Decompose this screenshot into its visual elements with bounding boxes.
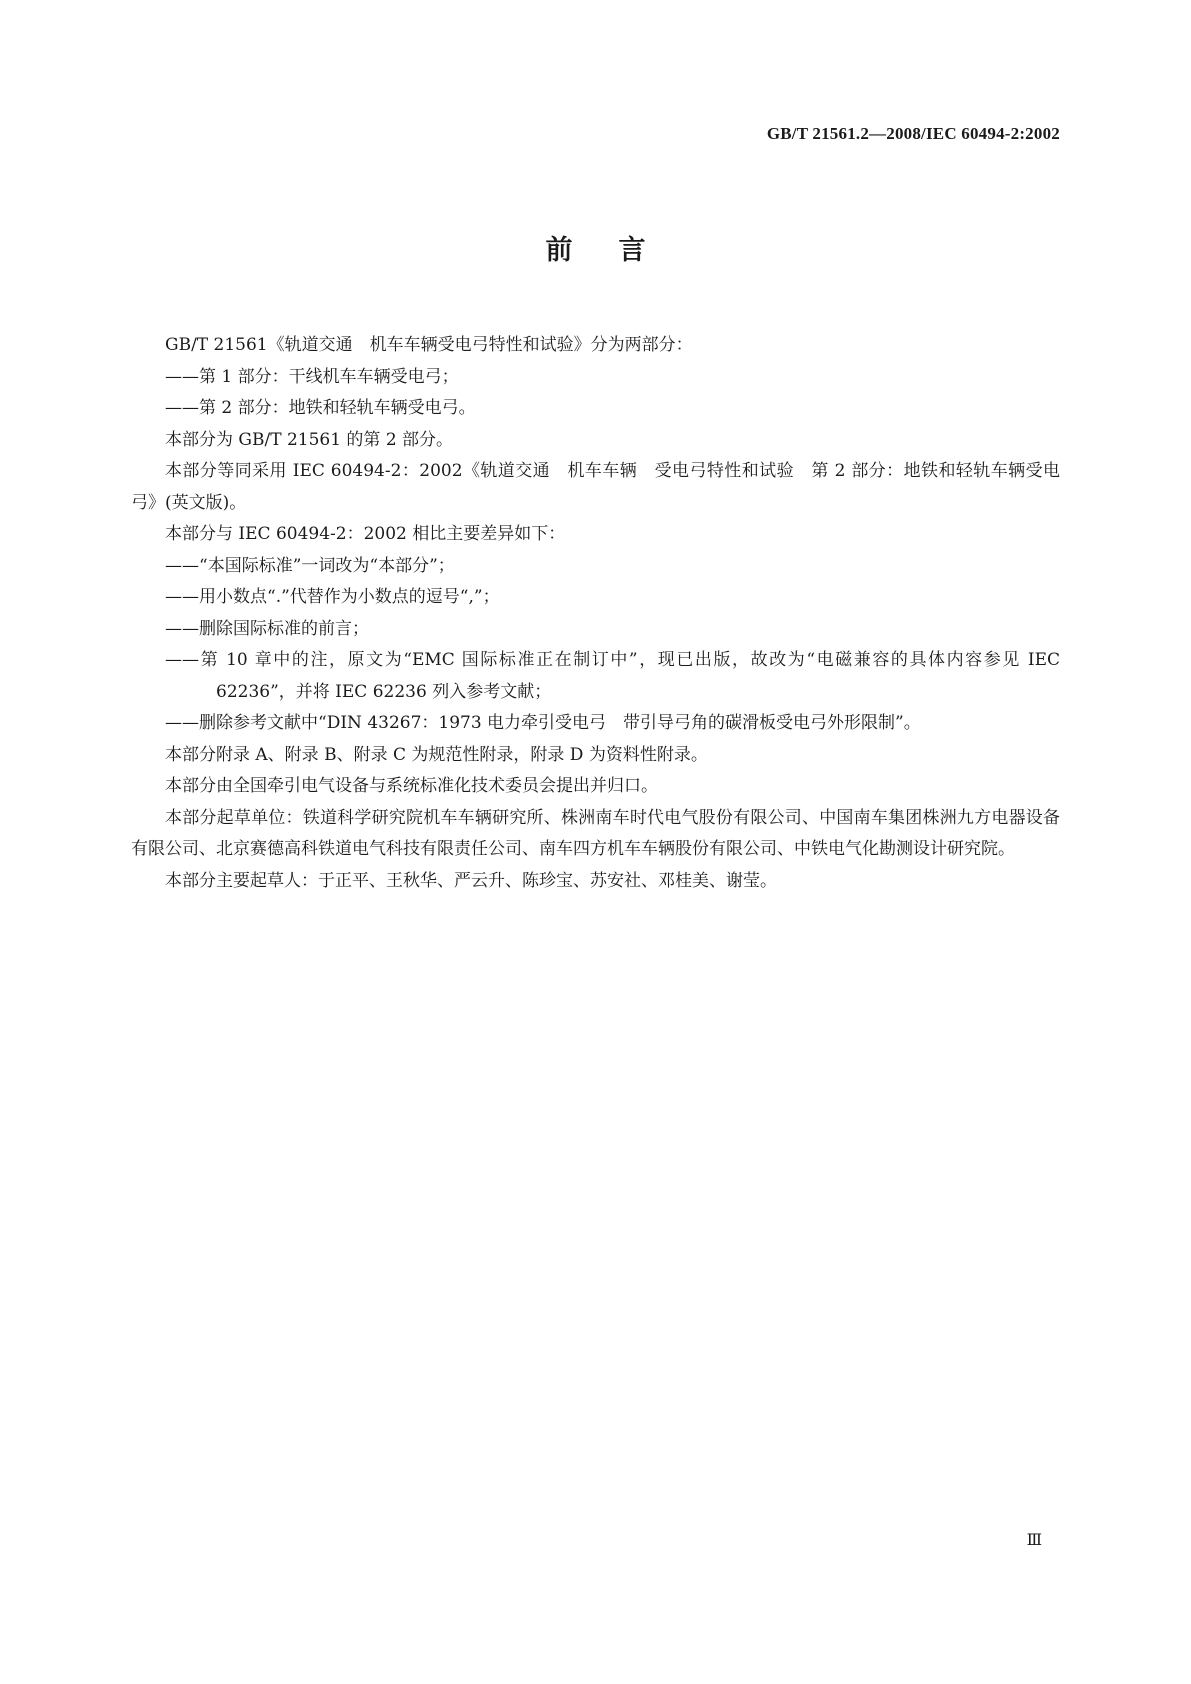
standard-code: GB/T 21561.2—2008/IEC 60494-2:2002 (766, 124, 1060, 143)
list-item-part-1: ——第 1 部分：干线机车车辆受电弓； (165, 366, 459, 387)
list-item-difference-5: ——删除参考文献中“DIN 43267：1973 电力牵引受电弓 带引导弓角的碳滑板受电弓外形限制”。 (165, 713, 921, 733)
list-item-difference-3: ——删除国际标准的前言； (165, 618, 369, 639)
standard-code-header (767, 124, 1060, 144)
paragraph-drafters: 本部分主要起草人：于正平、王秋华、严云升、陈珍宝、苏安社、邓桂美、谢莹。 (165, 870, 777, 891)
list-item-difference-4: ——第 10 章中的注，原文为“EMC 国际标准正在制订中”，现已出版，故改为“电磁兼容的具体内容参见 IEC 62236”，并将 IEC 62236 列入参考文献； (165, 650, 1060, 702)
paragraph-equivalence: 本部分等同采用 IEC 60494-2：2002《轨道交通 机车车辆 受电弓特性和试验 第 2 部分：地铁和轻轨车辆受电弓》(英文版)。 (131, 461, 1060, 513)
list-item-part-2: ——第 2 部分：地铁和轻轨车辆受电弓。 (165, 398, 476, 418)
paragraph-drafting-units: 本部分起草单位：铁道科学研究院机车车辆研究所、株洲南车时代电气股份有限公司、中国南车集团株洲九方电器设备有限公司、北京赛德高科铁道电气科技有限责任公司、南车四方机车车辆股份有限公司、中铁电气化勘测设计研究院。 (131, 807, 1060, 859)
list-item-difference-1: ——“本国际标准”一词改为“本部分”； (165, 555, 455, 576)
paragraph-this-part: 本部分为 GB/T 21561 的第 2 部分。 (165, 429, 454, 450)
paragraph-differences-intro: 本部分与 IEC 60494-2：2002 相比主要差异如下： (165, 524, 566, 544)
foreword-body (131, 330, 1060, 897)
paragraph-annexes: 本部分附录 A、附录 B、附录 C 为规范性附录，附录 D 为资料性附录。 (165, 744, 708, 765)
paragraph-parts-intro: GB/T 21561《轨道交通 机车车辆受电弓特性和试验》分为两部分： (165, 335, 693, 355)
page-title: 前言 (545, 235, 692, 266)
paragraph-proposer: 本部分由全国牵引电气设备与系统标准化技术委员会提出并归口。 (165, 776, 658, 796)
page-number: Ⅲ (1026, 1532, 1042, 1549)
list-item-difference-2: ——用小数点“.”代替作为小数点的逗号“,”； (165, 587, 500, 607)
